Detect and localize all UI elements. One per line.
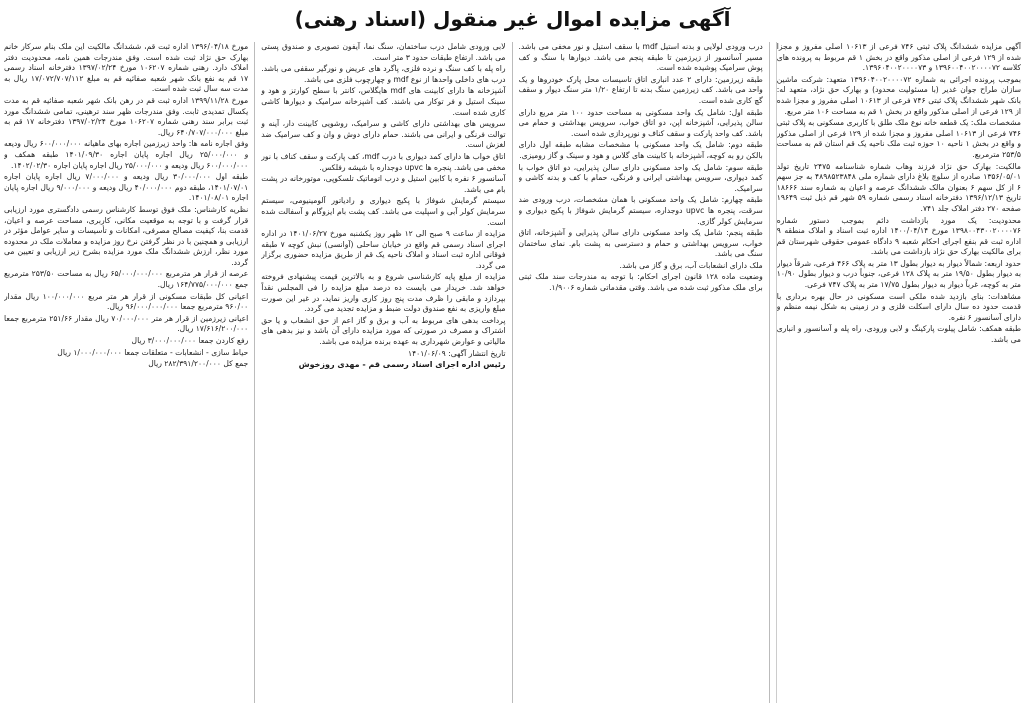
paragraph: لابی ورودی شامل درب ساختمان، سنگ نما، آیفون تصویری و صندوق پستی می باشد. ارتفاع طبقات حدود ۳ متر است.: [261, 42, 506, 62]
paragraph: سرویس های بهداشتی دارای کاشی و سرامیک، روشویی کابینت دار، آینه و توالت فرنگی و ایرانی می باشند. حمام دارای دوش و وان و کف سرامیک ضد لغزش است.: [261, 119, 506, 150]
paragraph: مالکیت: بهارک حق نژاد فرزند وهاب شماره شناسنامه ۲۴۷۵ تاریخ تولد ۱۳۵۶/۰۵/۰۱ صادره از سلوچ بلاغ دارای شماره ملی ۴۸۹۸۵۲۳۸۴۸ به جز سهم ۶ از کل سهم ۶ بعنوان مالک ششدانگ عرصه و اعیان به شماره سند ۱۸۶۶۶ تاریخ ۱۳۹۶/۱۲/۱۳ دفترخانه اسناد رسمی شماره ۵۹ شهر قم ذیل ثبت ۱۹۶۴۹ صفحه ۲۷۰ دفتر املاک جلد ۷۴۱.: [776, 161, 1021, 213]
paragraph: آسانسور ۶ نفره با کابین استیل و درب اتوماتیک تلسکوپی، موتورخانه در پشت بام می باشد.: [261, 174, 506, 194]
publish-date: تاریخ انتشار آگهی: ۱۴۰۱/۰۶/۰۹: [408, 348, 506, 358]
paragraph: آگهی مزایده ششدانگ پلاک ثبتی ۷۴۶ فرعی از ۱۰۶۱۳ اصلی مفروز و مجزا شده از ۱۲۹ فرعی از اصلی مذکور واقع در بخش ۱ قم مربوط به پرونده های کلاسه ۱۳۹۶۰۰۴۰۰۲۰۰۰۰۷۲ و ۱۳۹۶۰۴۰۰۲۰۰۰۰۷۳.: [776, 42, 1021, 73]
paragraph: طبقه اول ۳۰/۰۰۰/۰۰۰ ریال ودیعه و ۷/۰۰۰/۰۰۰ ریال اجاره پایان اجاره ۱۴۰۱/۰۷/۰۱، طبقه دوم ۴۰/۰۰۰/۰۰۰ ریال ودیعه و ۹/۰۰۰/۰۰۰ ریال اجاره پایان اجاره ۱۴۰۱/۰۸/۰۱.: [4, 172, 249, 203]
paragraph: پرداخت بدهی های مربوط به آب و برق و گاز اعم از حق انشعاب و یا حق اشتراک و مصرف در صورتی که مورد مزایده دارای آن باشد و نیز بدهی های مالیاتی و عوارض شهرداری به عهده برنده مزایده می باشد.: [261, 315, 506, 347]
column-center-left: [261, 42, 505, 703]
paragraph: اتاق خواب ها دارای کمد دیواری با درب mdf، کف پارکت و سقف کناف با نور مخفی می باشد. پنجره ها upvc دوجداره با شیشه رفلکس.: [261, 151, 506, 172]
valuation-line: عرصه از قرار هر مترمربع ۶۵/۰۰۰/۰۰۰/۰۰۰ ریال به مساحت ۲۵۳/۵۰ مترمربع جمع ۱۶۴/۷۷۵/۰۰۰/۰۰۰ ریال.: [4, 269, 249, 290]
column-divider: [254, 42, 255, 703]
valuation-total: جمع کل ۲۸۲/۳۹۱/۲۰۰/۰۰۰ ریال: [148, 359, 249, 369]
paragraph: مشاهدات: بنای بازدید شده ملکی است مسکونی در حال بهره برداری با قدمت حدود ده سال دارای اسکلت فلزی و در زمینی به شکل نیمه منظم و دارای آسانسور ۶ نفره.: [776, 291, 1021, 322]
column-divider: [769, 42, 770, 703]
paragraph: طبقه چهارم: شامل یک واحد مسکونی با همان مشخصات، درب ورودی ضد سرقت، پنجره ها upvc دوجداره، سیستم گرمایش شوفاژ با پکیج دیواری و سرمایش کولر گازی.: [518, 195, 763, 226]
paragraph: طبقه سوم: شامل یک واحد مسکونی دارای سالن پذیرایی، دو اتاق خواب با کمد دیواری، سرویس بهداشتی ایرانی و فرنگی، حمام با کف و بدنه کاشی و سرامیک.: [518, 162, 763, 193]
notice-body: [4, 42, 1021, 703]
valuation-line: اعیانی زیرزمین از قرار هر متر ۷۰/۰۰۰/۰۰۰ ریال مقدار ۲۵۱/۶۶ مترمربع جمعا ۱۷/۶۱۶/۲۰۰/۰۰۰ ریال.: [4, 313, 249, 334]
paragraph: آشپزخانه ها دارای کابینت های mdf هایگلاس، کانتر با سطح کوارتز و هود و سینک استیل و فر توکار می باشند. کف آشپزخانه سرامیک و دیوارها کاشی کاری شده است.: [261, 86, 506, 117]
column-divider: [512, 42, 513, 703]
paragraph: حدود اربعه: شمالاً دیوار به دیوار بطول ۱۳ متر به پلاک ۴۶۶ فرعی، شرقاً دیوار به دیوار بطول ۱۹/۵۰ متر به پلاک ۱۲۸ فرعی، جنوباً درب و دیوار بطول ۱۰/۹۰ متر به کوچه، غرباً دیوار به دیوار بطول ۱۷/۷۵ متر به پلاک ۷۴۷ فرعی.: [776, 258, 1021, 290]
notice-header: [0, 0, 1025, 38]
signature: رئیس اداره اجرای اسناد رسمی قم - مهدی روزخوش: [298, 360, 506, 370]
paragraph: وضعیت ماده ۱۲۸ قانون اجرای احکام: با توجه به مندرجات سند ملک ثبتی برای ملک مذکور ثبت شده می باشد. وقتی مقدماتی شماره ۱/۹۰۰۶.: [518, 272, 763, 293]
paragraph: بموجب پرونده اجرائی به شماره ۱۳۹۶۰۴۰۰۲۰۰۰۰۷۲ متعهد: شرکت ماشین سازان طراح جوان غدیر (با مسئولیت محدود) و بهارک حق نژاد، متعهد له: بانک شهر ششدانگ پلاک ثبتی ۷۴۶ فرعی از ۱۰۶۱۳ اصلی مفروز و مجزا شده از ۱۲۹ فرعی از اصلی مذکور واقع در بخش ۱ قم به مساحت ۱۰۶ متر مربع.: [776, 74, 1021, 116]
paragraph: راه پله با کف سنگ و نرده فلزی، پاگرد های عریض و نورگیر سقفی می باشد. درب های داخلی واحدها از نوع mdf و چهارچوب فلزی می باشد.: [261, 64, 506, 84]
paragraph: درب ورودی لولایی و بدنه استیل mdf با سقف استیل و نور مخفی می باشد. مسیر آسانسور از زیرزمین تا طبقه پنجم می باشد. دیوارها با سنگ و کف پوش سرامیک پوشیده شده است.: [518, 42, 763, 73]
paragraph: طبقه زیرزمین: دارای ۲ عدد انباری اتاق تاسیسات محل پارک خودروها و یک واحد می باشد. کف زیرزمین سنگ بدنه تا ارتفاع ۱/۲۰ متر سنگ دیوار و سقف گچ کاری شده است.: [518, 74, 763, 105]
notice-title: آگهی مزایده اموال غیر منقول (اسناد رهنی): [294, 7, 731, 31]
paragraph: مورخ ۱۳۹۶/۰۴/۱۸ اداره ثبت قم، ششدانگ مالکیت این ملک بنام سرکار خانم بهارک حق نژاد ثبت شده است. وفق مندرجات همین نامه، محدودیت دفتر املاک دارد. رهنی شماره ۱۰۶۲۰۷ مورخ ۱۳۹۷/۰۲/۲۴ دفترخانه اسناد رسمی ۱۷ قم به نفع بانک شهر شعبه صفائیه قم به مبلغ ۱۷/۰۷۲/۷۰۷/۱۱۲ ریال به مدت سه سال ثبت شده است.: [4, 42, 249, 94]
paragraph: طبقه همکف: شامل پیلوت پارکینگ و لابی ورودی، راه پله و آسانسور و انباری می باشد.: [776, 324, 1021, 345]
paragraph: مزایده از ساعت ۹ صبح الی ۱۲ ظهر روز یکشنبه مورخ ۱۴۰۱/۰۶/۲۷ در اداره اجرای اسناد رسمی قم واقع در خیابان ساحلی (آوانسی) نبش کوچه ۷ طبقه فوقانی اداره ثبت اسناد و املاک ناحیه یک قم از طریق مزایده حضوری برگزار می گردد.: [261, 229, 506, 270]
paragraph: سیستم گرمایش شوفاژ با پکیج دیواری و رادیاتور آلومینیومی، سیستم سرمایش کولر آبی و اسپلیت می باشد. کف پشت بام ایزوگام و آسفالت شده است.: [261, 196, 506, 227]
paragraph: طبقه دوم: شامل یک واحد مسکونی با مشخصات مشابه طبقه اول دارای بالکن رو به کوچه، آشپزخانه با کابینت های گلاس و هود و سینک و گاز رومیزی.: [518, 140, 763, 160]
valuation-line: رفع کاردن جمعا ۳/۰۰۰/۰۰۰/۰۰۰ ریال: [131, 336, 249, 346]
column-right: [776, 42, 1021, 703]
paragraph: نظریه کارشناس: ملک فوق توسط کارشناس رسمی دادگستری مورد ارزیابی قرار گرفت و با توجه به موقعیت مکانی، کاربری، مساحت عرصه و اعیان، قدمت بنا، کیفیت مصالح مصرفی، امکانات و تأسیسات و سایر عوامل مؤثر در ارزیابی و همچنین با در نظر گرفتن نرخ روز مزایده و معاملات ملک در محدوده مورد نظر، ارزش ششدانگ ملک مورد مزایده بشرح زیر ارزیابی و تعیین می گردد.: [4, 204, 249, 267]
paragraph: محدودیت: یک مورد بازداشت دائم بموجب دستور شماره ۱۳۹۸۰۰۴۳۰۰۲۰۰۰۰۷۶ مورخ ۱۴۰۰/۰۴/۱۴ اداره ثبت اسناد و املاک منطقه ۹ اداره ثبت قم بنفع اجرای احکام شعبه ۹ دادگاه عمومی حقوقی شهرستان قم برای مالکیت بهارک حق نژاد بازداشت می باشد.: [776, 215, 1021, 257]
paragraph: مزایده از مبلغ پایه کارشناسی شروع و به بالاترین قیمت پیشنهادی فروخته خواهد شد. خریدار می بایست ده درصد مبلغ مزایده را فی المجلس نقداً بپردازد و مابقی را ظرف مدت پنج روز کاری واریز نماید، در غیر این صورت مبلغ واریزی به نفع صندوق دولت ضبط و مزایده تجدید می گردد.: [261, 272, 506, 314]
paragraph: مشخصات ملک: یک قطعه خانه نوع ملک طلق با کاربری مسکونی به پلاک ثبتی ۷۴۶ فرعی از ۱۰۶۱۳ اصلی مفروز و مجزا شده از ۱۲۹ فرعی از اصلی مذکور و واقع در بخش ۱ ناحیه ۱۰ حوزه ثبت ملک ناحیه یک قم استان قم به مساحت ۲۵۳/۵ مترمربع.: [776, 118, 1021, 159]
paragraph: مورخ ۱۳۹۹/۱۱/۲۸ اداره ثبت قم در رهن بانک شهر شعبه صفائیه قم به مدت یکسال تمدیدی ثابت. وفق مندرجات ظهر سند ترهینی، تمامی ششدانگ مورد ثبت برابر سند رهنی شماره ۱۰۶۲۰۷ مورخ ۱۳۹۷/۰۲/۲۴ دفترخانه ۱۷ قم به مبلغ ۶۴۰/۷۰۷/۰۰۰/۰۰۰ ریال.: [4, 95, 249, 137]
paragraph: طبقه پنجم: شامل یک واحد مسکونی دارای سالن پذیرایی و آشپزخانه، اتاق خواب، سرویس بهداشتی و حمام و دسترسی به پشت بام. نمای ساختمان سنگ می باشد.: [518, 228, 763, 259]
paragraph: طبقه اول: شامل یک واحد مسکونی به مساحت حدود ۱۰۰ متر مربع دارای سالن پذیرایی، آشپزخانه اپن، دو اتاق خواب، سرویس بهداشتی و حمام می باشد. کف واحد پارکت و سقف کناف و نورپردازی شده است.: [518, 107, 763, 138]
paragraph: وفق اجاره نامه ها: واحد زیرزمین اجاره بهای ماهیانه ۶۰۰/۰۰۰/۰۰۰ ریال ودیعه و ۲۵/۰۰۰/۰۰۰ ریال اجاره پایان اجاره ۱۴۰۱/۰۹/۳۰ طبقه همکف و ۶۰۰/۰۰۰/۰۰۰ ریال ودیعه و ۲۵/۰۰۰/۰۰۰ ریال اجاره پایان اجاره ۱۴۰۲/۰۲/۳۰.: [4, 139, 249, 170]
column-center-right: [519, 42, 763, 703]
column-left: [4, 42, 248, 703]
paragraph: ملک دارای انشعابات آب، برق و گاز می باشد.: [619, 260, 763, 270]
valuation-line: اعیانی کل طبقات مسکونی از قرار هر متر مربع ۱۰۰/۰۰۰/۰۰۰ ریال مقدار ۹۶۰/۰۰ مترمربع جمعا ۹۶/۰۰۰/۰۰۰/۰۰۰ ریال.: [4, 291, 249, 312]
valuation-line: حیاط سازی - انشعابات - متعلقات جمعا ۱/۰۰۰/۰۰۰/۰۰۰ ریال: [57, 347, 249, 357]
